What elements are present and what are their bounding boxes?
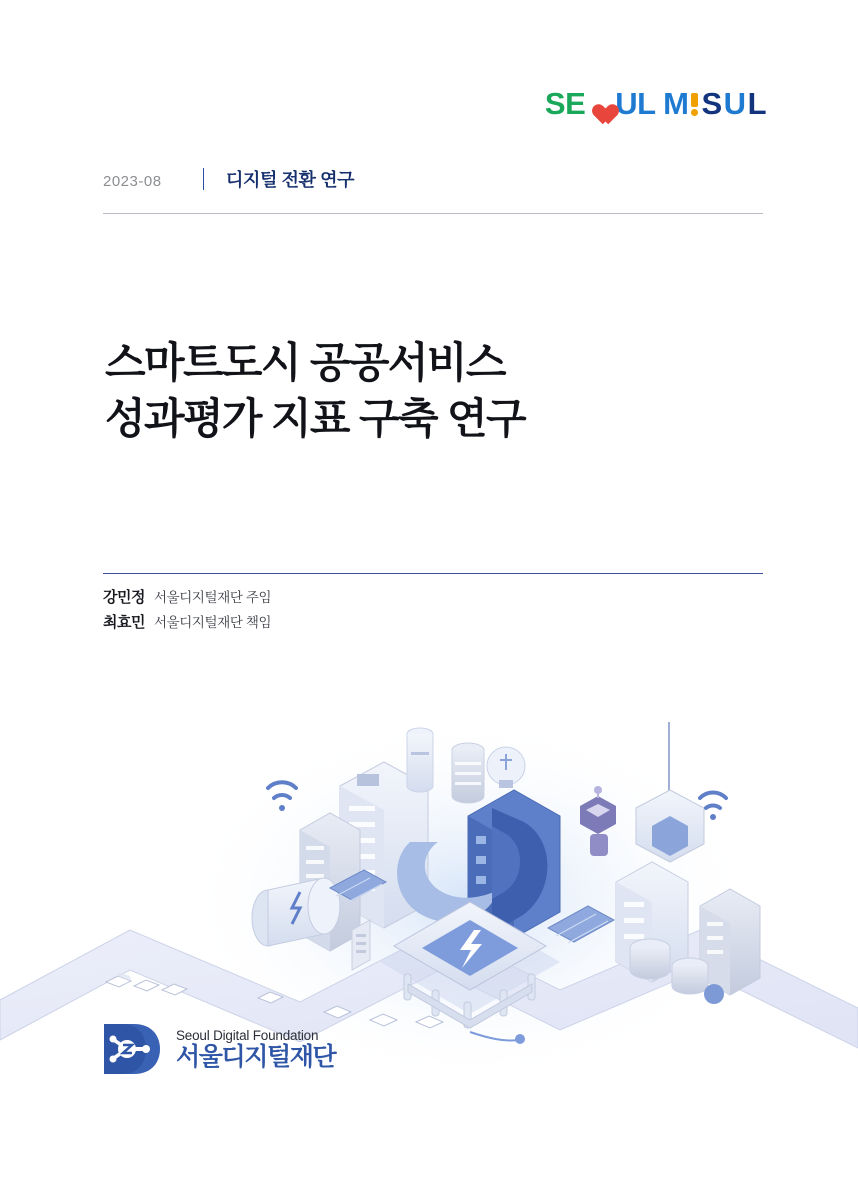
title-line-1: 스마트도시 공공서비스 [105,339,505,386]
header-rule [103,213,763,214]
logo-text-ul-m: UL M [615,86,689,121]
seoul-digital-foundation-logo [98,1016,335,1082]
foundation-name-en: Seoul Digital Foundation [176,1028,319,1043]
author-affiliation: 서울디지털재단 책임 [153,615,272,630]
report-series: 디지털 전환 연구 [226,170,355,190]
exclamation-icon [691,93,698,116]
meta-divider [203,168,204,190]
logo-text-l: L [747,86,766,121]
author-row [103,611,763,632]
seoul-my-soul-logo [545,88,766,119]
report-meta [103,166,763,192]
logo-text-se: SE [544,86,586,121]
author-row [103,586,763,607]
foundation-name-ko: 서울디지털재단 [176,1043,336,1071]
exclamation-bar [691,93,698,107]
foundation-mark-icon [98,1016,164,1082]
author-name: 강민정 [103,589,145,606]
exclamation-dot [691,109,698,116]
authors-list [103,586,763,636]
title-line-2: 성과평가 지표 구축 연구 [105,395,525,443]
smart-city-illustration [0,630,858,1080]
author-affiliation: 서울디지털재단 주임 [153,590,272,605]
heart-icon [588,95,612,118]
page-title [105,335,785,448]
foundation-text [176,1028,335,1070]
authors-rule [103,573,763,574]
author-name: 최효민 [103,614,145,631]
report-year: 2023-08 [103,173,162,190]
logo-text-s: S [701,86,722,121]
logo-text-u: U [723,86,746,121]
